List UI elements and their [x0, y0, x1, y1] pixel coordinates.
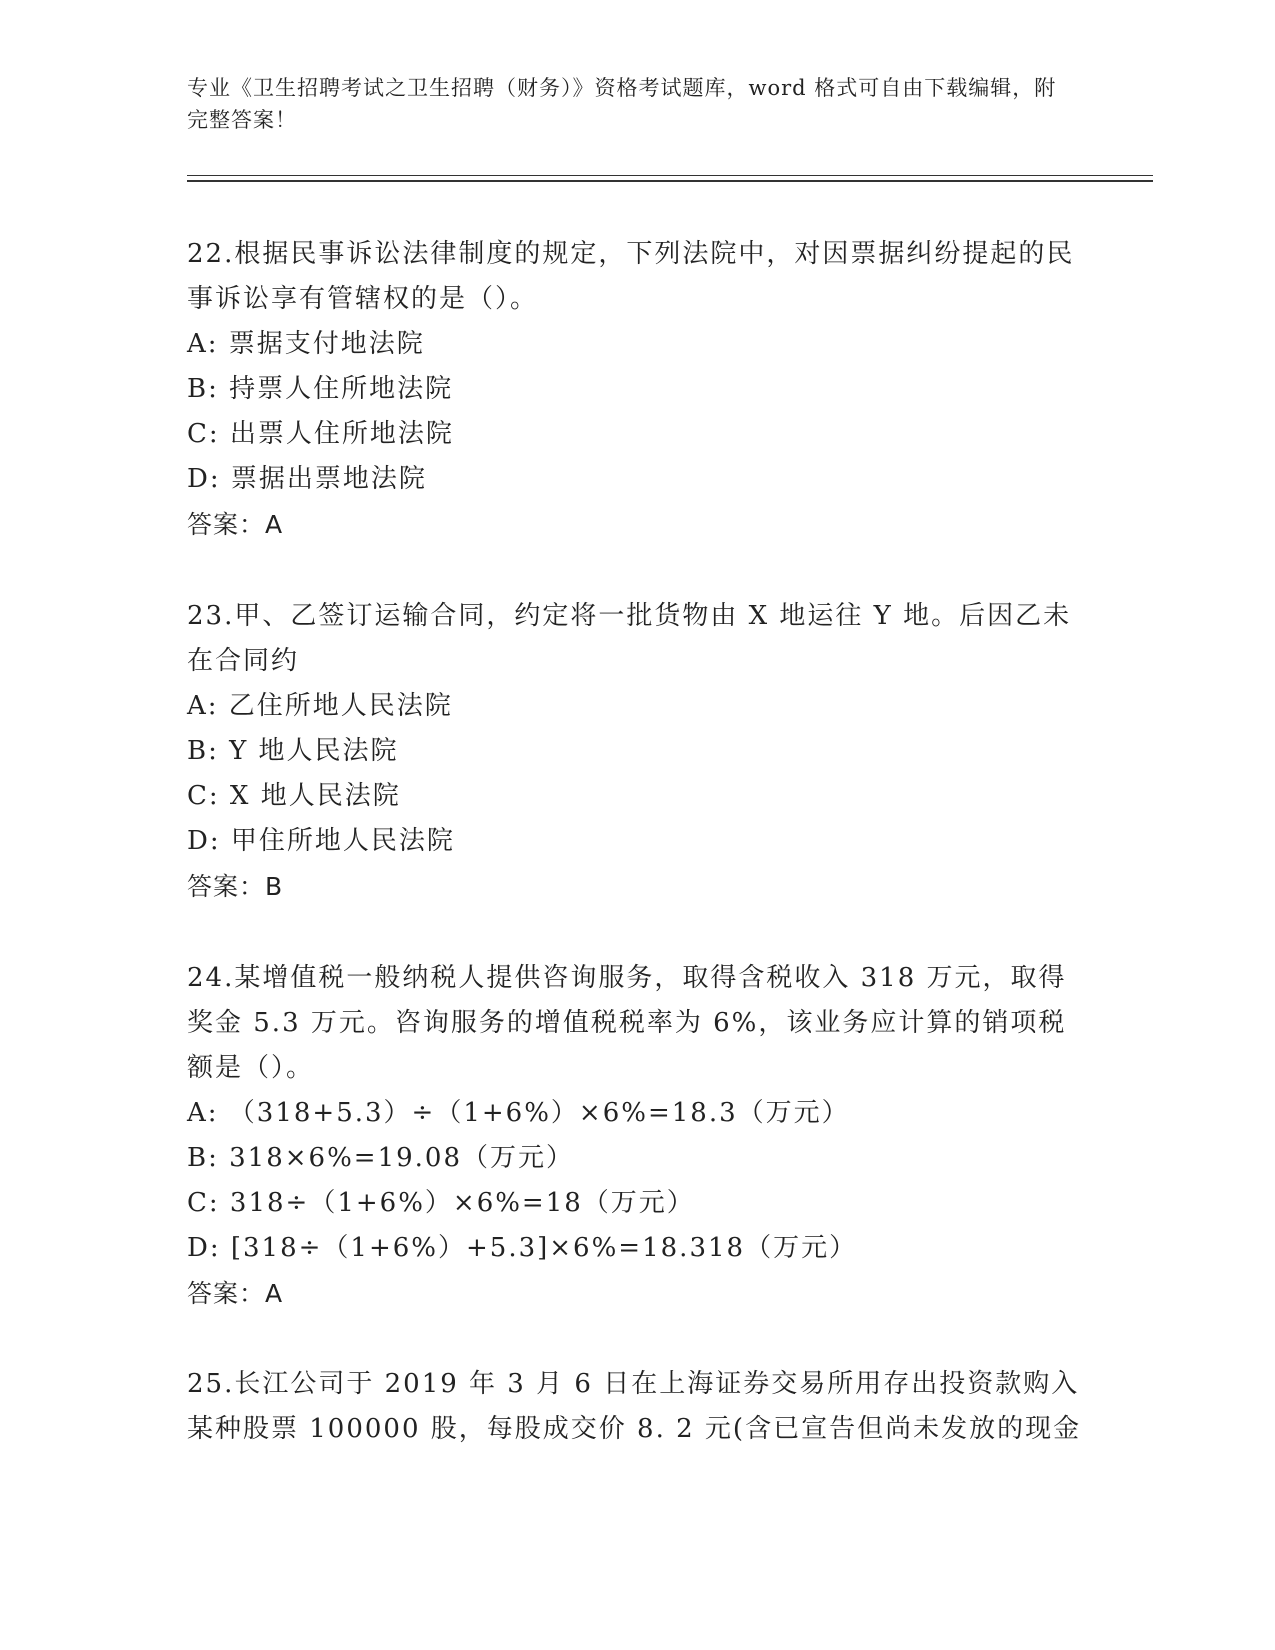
option-c: C: 318÷（1+6%）×6%=18（万元） — [187, 1188, 695, 1218]
option-a: A: （318+5.3）÷（1+6%）×6%=18.3（万元） — [187, 1098, 850, 1128]
option-a: A: 票据支付地法院 — [187, 329, 425, 359]
option-d: D: [318÷（1+6%）+5.3]×6%=18.318（万元） — [187, 1233, 858, 1263]
option-b: B: Y 地人民法院 — [187, 736, 399, 766]
option-b: B: 318×6%=19.08（万元） — [187, 1143, 575, 1173]
answer: 答案：A — [187, 510, 284, 539]
question-22 — [187, 232, 1087, 547]
document-header: 专业《卫生招聘考试之卫生招聘（财务）》资格考试题库，word 格式可自由下载编辑，附完整答案！ — [187, 76, 1057, 132]
option-a: A: 乙住所地人民法院 — [187, 691, 453, 721]
question-24 — [187, 956, 1087, 1316]
header-divider-thick — [187, 180, 1153, 182]
question-23 — [187, 594, 1087, 909]
answer: 答案：B — [187, 872, 284, 901]
question-stem: 24.某增值税一般纳税人提供咨询服务，取得含税收入 318 万元，取得奖金 5.3 万元。咨询服务的增值税税率为 6%，该业务应计算的销项税额是（）。 — [187, 963, 1067, 1083]
option-c: C: 出票人住所地法院 — [187, 419, 454, 449]
answer: 答案：A — [187, 1279, 284, 1308]
option-d: D: 甲住所地人民法院 — [187, 826, 455, 856]
option-b: B: 持票人住所地法院 — [187, 374, 454, 404]
question-stem: 23.甲、乙签订运输合同，约定将一批货物由 X 地运往 Y 地。后因乙未在合同约 — [187, 601, 1072, 676]
header-divider-thin — [187, 175, 1153, 176]
question-stem: 22.根据民事诉讼法律制度的规定，下列法院中，对因票据纠纷提起的民事诉讼享有管辖权的是（）。 — [187, 239, 1075, 314]
option-d: D: 票据出票地法院 — [187, 464, 427, 494]
question-25 — [187, 1362, 1087, 1452]
option-c: C: X 地人民法院 — [187, 781, 401, 811]
question-stem: 25.长江公司于 2019 年 3 月 6 日在上海证券交易所用存出投资款购入某种股票 100000 股，每股成交价 8. 2 元(含已宣告但尚未发放的现金 — [187, 1369, 1082, 1444]
